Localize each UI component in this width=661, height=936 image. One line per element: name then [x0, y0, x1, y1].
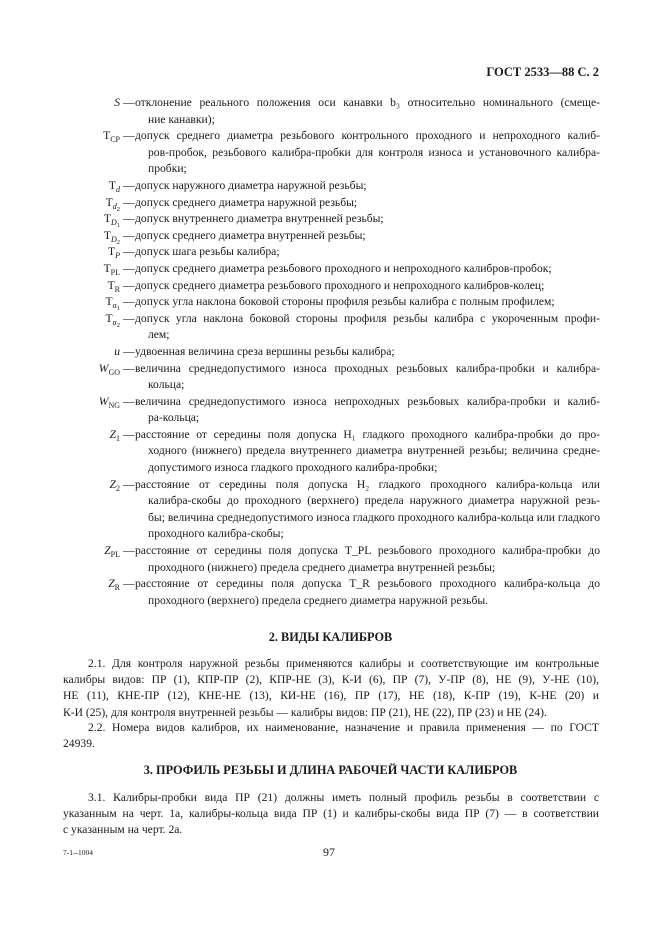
definition-item	[60, 477, 600, 543]
text-line-content: удвоенная величина среза вершины резьбы калибра;	[135, 344, 395, 358]
definition-dash: —	[123, 195, 135, 209]
symbol-subscript	[111, 268, 120, 277]
definition-symbol	[60, 477, 120, 498]
text-line	[135, 377, 600, 394]
symbol-base: T	[103, 212, 111, 226]
text-line	[135, 560, 600, 577]
symbol-base: W	[98, 394, 109, 408]
definition-item	[60, 128, 600, 178]
text-line-content: 2.2. Номера видов калибров, их наименование, назначение и правила применения — по ГОСТ	[88, 721, 599, 734]
text-line	[135, 128, 600, 145]
symbol-subscript	[116, 185, 120, 194]
text-line-content: проходного (нижнего) предела среднего диаметра внутренней резьбы;	[148, 560, 496, 574]
symbol-sub-subscript: 2	[116, 321, 120, 329]
text-line-content: 3.1. Калибры-пробки вида ПР (21) должны иметь полный профиль резьбы в соответствии с	[88, 791, 599, 804]
definition-item	[60, 261, 600, 278]
text-line-content: ра-кольца;	[148, 411, 200, 425]
text-line	[135, 261, 600, 278]
definition-dash: —	[123, 344, 135, 358]
text-line-content: лем;	[148, 328, 170, 342]
symbol-base: T	[105, 195, 113, 209]
text-line-content: расстояние от середины поля допуска T_R резьбового проходного калибра-кольца до	[135, 577, 600, 591]
text-line	[135, 394, 600, 411]
text-line-content: допуск угла наклона боковой стороны профиля резьбы калибра с укороченным профи-	[135, 311, 600, 325]
symbol-base: T	[107, 278, 115, 292]
text-line	[63, 790, 599, 806]
symbol-base: u	[114, 344, 120, 358]
text-line-content: кольца;	[148, 378, 185, 392]
definition-dash: —	[123, 544, 135, 558]
definition-item	[60, 211, 600, 228]
text-line	[135, 344, 600, 361]
subscript-text: D	[110, 218, 117, 228]
symbol-base: T	[108, 245, 116, 259]
text-line	[135, 145, 600, 162]
definition-dash: —	[123, 394, 135, 408]
symbol-sub-subscript: 1	[116, 305, 120, 313]
subscript-text: PL	[110, 267, 120, 277]
symbol-base: T	[103, 228, 111, 242]
text-line	[135, 294, 600, 311]
definition-dash: —	[123, 228, 135, 242]
definition-dash: —	[123, 129, 135, 143]
text-line-content: НЕ (11), КНЕ-ПР (12), КНЕ-НЕ (13), КИ-НЕ (16), ПР (17), НЕ (18), К-ПР (19), К-НЕ (20) и	[63, 689, 599, 703]
text-line-content: допустимого износа гладкого проходного калибра-пробки;	[148, 461, 438, 475]
symbol-sub-subscript: 2	[116, 238, 120, 246]
subscript-text: P	[115, 251, 120, 261]
text-line	[135, 576, 600, 593]
definition-symbol	[60, 311, 120, 335]
text-line-content: пробки;	[148, 162, 187, 176]
text-line-content: допуск среднего диаметра резьбового проходного и непроходного калибров-колец;	[135, 278, 545, 292]
symbol-base: S	[114, 96, 120, 109]
page-number: 97	[323, 845, 335, 859]
definition-dash: —	[123, 361, 135, 375]
symbol-base: W	[98, 361, 109, 375]
text-line	[63, 688, 599, 704]
definition-item	[60, 228, 600, 245]
definition-dash: —	[123, 245, 135, 259]
text-line	[135, 526, 600, 543]
text-line-content: проходного (верхнего) предела среднего диаметра наружной резьбы.	[148, 593, 489, 607]
text-line-content: допуск наружного диаметра наружной резьбы;	[135, 178, 367, 192]
symbol-subscript	[108, 368, 120, 377]
symbol-subscript	[113, 202, 120, 211]
text-line-content: с указанным на черт. 2а.	[63, 823, 183, 837]
symbol-base: T	[108, 178, 116, 192]
symbol-subscript	[110, 218, 120, 230]
text-line-content: калибра-скобы до проходного (верхнего) предела наружного диаметра наружной резь-	[148, 494, 600, 508]
definition-symbol	[60, 427, 120, 448]
symbol-base: T	[105, 295, 113, 309]
text-line	[135, 178, 600, 195]
text-line	[63, 705, 599, 721]
subscript-text: d	[116, 184, 120, 194]
text-line	[135, 311, 600, 328]
text-line-content: допуск угла наклона боковой стороны профиля резьбы калибра с полным профилем;	[135, 295, 555, 309]
definition-item	[60, 361, 600, 394]
symbol-sub-subscript: 2	[116, 205, 120, 213]
definition-item	[60, 294, 600, 311]
text-line	[135, 460, 600, 477]
definition-item	[60, 427, 600, 477]
text-line	[135, 244, 600, 261]
text-line	[135, 211, 600, 228]
text-line	[135, 477, 600, 494]
subscript-text: 2	[116, 483, 120, 493]
text-line	[135, 327, 600, 344]
text-line-content: расстояние от середины поля допуска H₂ гладкого проходного калибра-кольца или	[135, 477, 600, 491]
symbol-base: Z	[104, 544, 111, 558]
symbol-subscript	[116, 484, 120, 493]
section-2-title: 2. ВИДЫ КАЛИБРОВ	[268, 630, 393, 644]
subscript-text: NG	[108, 400, 120, 410]
text-line	[135, 510, 600, 527]
text-line-content: величина среднедопустимого износа непроходных резьбовых калибра-пробки и калиб-	[135, 394, 600, 408]
text-line	[135, 228, 600, 245]
definition-item	[60, 344, 600, 361]
paragraph-2-1	[63, 656, 599, 721]
subscript-text: 1	[116, 433, 120, 443]
text-line	[135, 493, 600, 510]
definition-dash: —	[123, 96, 135, 109]
definition-item	[60, 195, 600, 212]
text-line	[63, 806, 599, 822]
definition-symbol	[60, 95, 120, 112]
definition-dash: —	[123, 295, 135, 309]
symbol-subscript	[115, 285, 120, 294]
text-line-content: бы; величина среднедопустимого износа гладкого проходного калибра-кольца или гладкого	[148, 510, 600, 524]
symbol-subscript	[116, 434, 120, 443]
definition-item	[60, 394, 600, 427]
text-line	[135, 410, 600, 427]
definition-item	[60, 543, 600, 576]
definition-symbol	[60, 576, 120, 597]
text-line-content: ходного (нижнего) предела внутреннего диаметра внутренней резьбы; величина средне-	[148, 444, 600, 458]
text-line	[63, 736, 599, 752]
text-line	[63, 822, 599, 838]
text-line	[135, 427, 600, 444]
symbol-subscript	[115, 251, 120, 260]
subscript-text: α	[112, 317, 117, 327]
text-line-content: допуск среднего диаметра резьбового проходного и непроходного калибров-пробок;	[135, 261, 552, 275]
text-line	[135, 95, 600, 112]
paragraph-2-2	[63, 720, 599, 752]
section-3-title: 3. ПРОФИЛЬ РЕЗЬБЫ И ДЛИНА РАБОЧЕЙ ЧАСТИ КАЛИБРОВ	[143, 763, 518, 777]
symbol-base: T	[103, 129, 111, 143]
text-line	[63, 720, 599, 736]
print-code: 7-1--1004	[63, 848, 93, 857]
symbol-base: Z	[109, 477, 116, 491]
symbol-base: Z	[109, 427, 116, 441]
definition-dash: —	[123, 261, 135, 275]
definition-dash: —	[123, 178, 135, 192]
text-line-content: допуск среднего диаметра внутренней резьбы;	[135, 228, 366, 242]
text-line-content: проходного калибра-скобы;	[148, 527, 284, 541]
text-line-content: допуск среднего диаметра резьбового контрольного проходного и непроходного калиб-	[135, 129, 600, 143]
text-line	[135, 443, 600, 460]
definition-symbol	[60, 394, 120, 415]
text-line	[63, 656, 599, 672]
text-line	[135, 112, 600, 129]
subscript-text: R	[114, 284, 120, 294]
paragraph-3-1	[63, 790, 599, 839]
text-line-content: калибры видов: ПР (1), КПР-ПР (2), КПР-НЕ (3), К-И (6), ПР (7), У-ПР (8), НЕ (9), У-НЕ (10),	[63, 673, 599, 687]
symbol-subscript	[110, 135, 120, 144]
definition-item	[60, 278, 600, 295]
definition-item	[60, 311, 600, 344]
definition-item	[60, 576, 600, 609]
subscript-text: D	[110, 234, 117, 244]
text-line-content: ров-пробок, резьбового калибра-пробки для контроля износа и установочного калибра-	[148, 145, 600, 159]
text-line	[135, 361, 600, 378]
definition-symbol	[60, 543, 120, 564]
definition-symbol	[60, 128, 120, 149]
subscript-text: CP	[110, 135, 120, 145]
subscript-text: GO	[108, 367, 120, 377]
symbol-subscript	[111, 235, 120, 244]
text-line-content: расстояние от середины поля допуска H₁ гладкого проходного калибра-пробки до про-	[135, 427, 600, 441]
text-line	[135, 543, 600, 560]
text-line	[63, 672, 599, 688]
subscript-text: PL	[110, 550, 120, 560]
symbol-subscript	[113, 318, 120, 327]
symbol-sub-subscript: 1	[116, 222, 120, 230]
text-line	[135, 278, 600, 295]
subscript-text: R	[114, 583, 120, 593]
definition-item	[60, 178, 600, 195]
definition-item	[60, 244, 600, 261]
text-line-content: указанным на черт. 1а, калибры-кольца вида ПР (1) и калибры-скобы вида ПР (7) — в соответствии	[63, 807, 599, 821]
page-header: ГОСТ 2533—88 С. 2	[486, 65, 599, 79]
symbol-subscript	[112, 301, 120, 313]
definition-dash: —	[123, 577, 135, 591]
definition-symbol	[60, 344, 120, 361]
text-line-content: расстояние от середины поля допуска T_PL резьбового проходного калибра-пробки до	[135, 544, 600, 558]
symbol-subscript	[115, 583, 120, 592]
text-line-content: допуск внутреннего диаметра внутренней резьбы;	[135, 212, 384, 226]
definition-item	[60, 95, 600, 128]
text-line-content: ние канавки);	[148, 112, 215, 126]
symbol-base: T	[103, 261, 111, 275]
symbol-base: T	[105, 311, 113, 325]
symbol-subscript	[111, 550, 120, 559]
definition-dash: —	[123, 278, 135, 292]
definition-dash: —	[123, 477, 135, 491]
definition-dash: —	[123, 427, 135, 441]
text-line-content: допуск шага резьбы калибра;	[135, 245, 280, 259]
definition-dash: —	[123, 212, 135, 226]
text-line-content: К-И (25), для контроля внутренней резьбы — калибры видов: ПР (21), НЕ (22), ПР (23) и НЕ (24).	[63, 705, 547, 719]
subscript-text: α	[112, 301, 117, 311]
text-line-content: 24939.	[63, 737, 95, 751]
text-line-content: величина среднедопустимого износа проходных резьбовых калибра-пробки и калибра-	[135, 361, 600, 375]
text-line	[135, 195, 600, 212]
text-line-content: допуск среднего диаметра наружной резьбы;	[135, 195, 358, 209]
text-line	[135, 593, 600, 610]
symbol-base: Z	[108, 577, 115, 591]
definition-dash: —	[123, 311, 135, 325]
symbol-definitions	[60, 95, 600, 609]
text-line-content: отклонение реального положения оси канавки b₃ относительно номинального (смеще-	[135, 96, 600, 109]
text-line-content: 2.1. Для контроля наружной резьбы применяются калибры и соответствующие им контрольные	[88, 657, 599, 670]
definition-symbol	[60, 361, 120, 382]
symbol-subscript	[108, 401, 120, 410]
subscript-text: d	[112, 201, 117, 211]
text-line	[135, 161, 600, 178]
